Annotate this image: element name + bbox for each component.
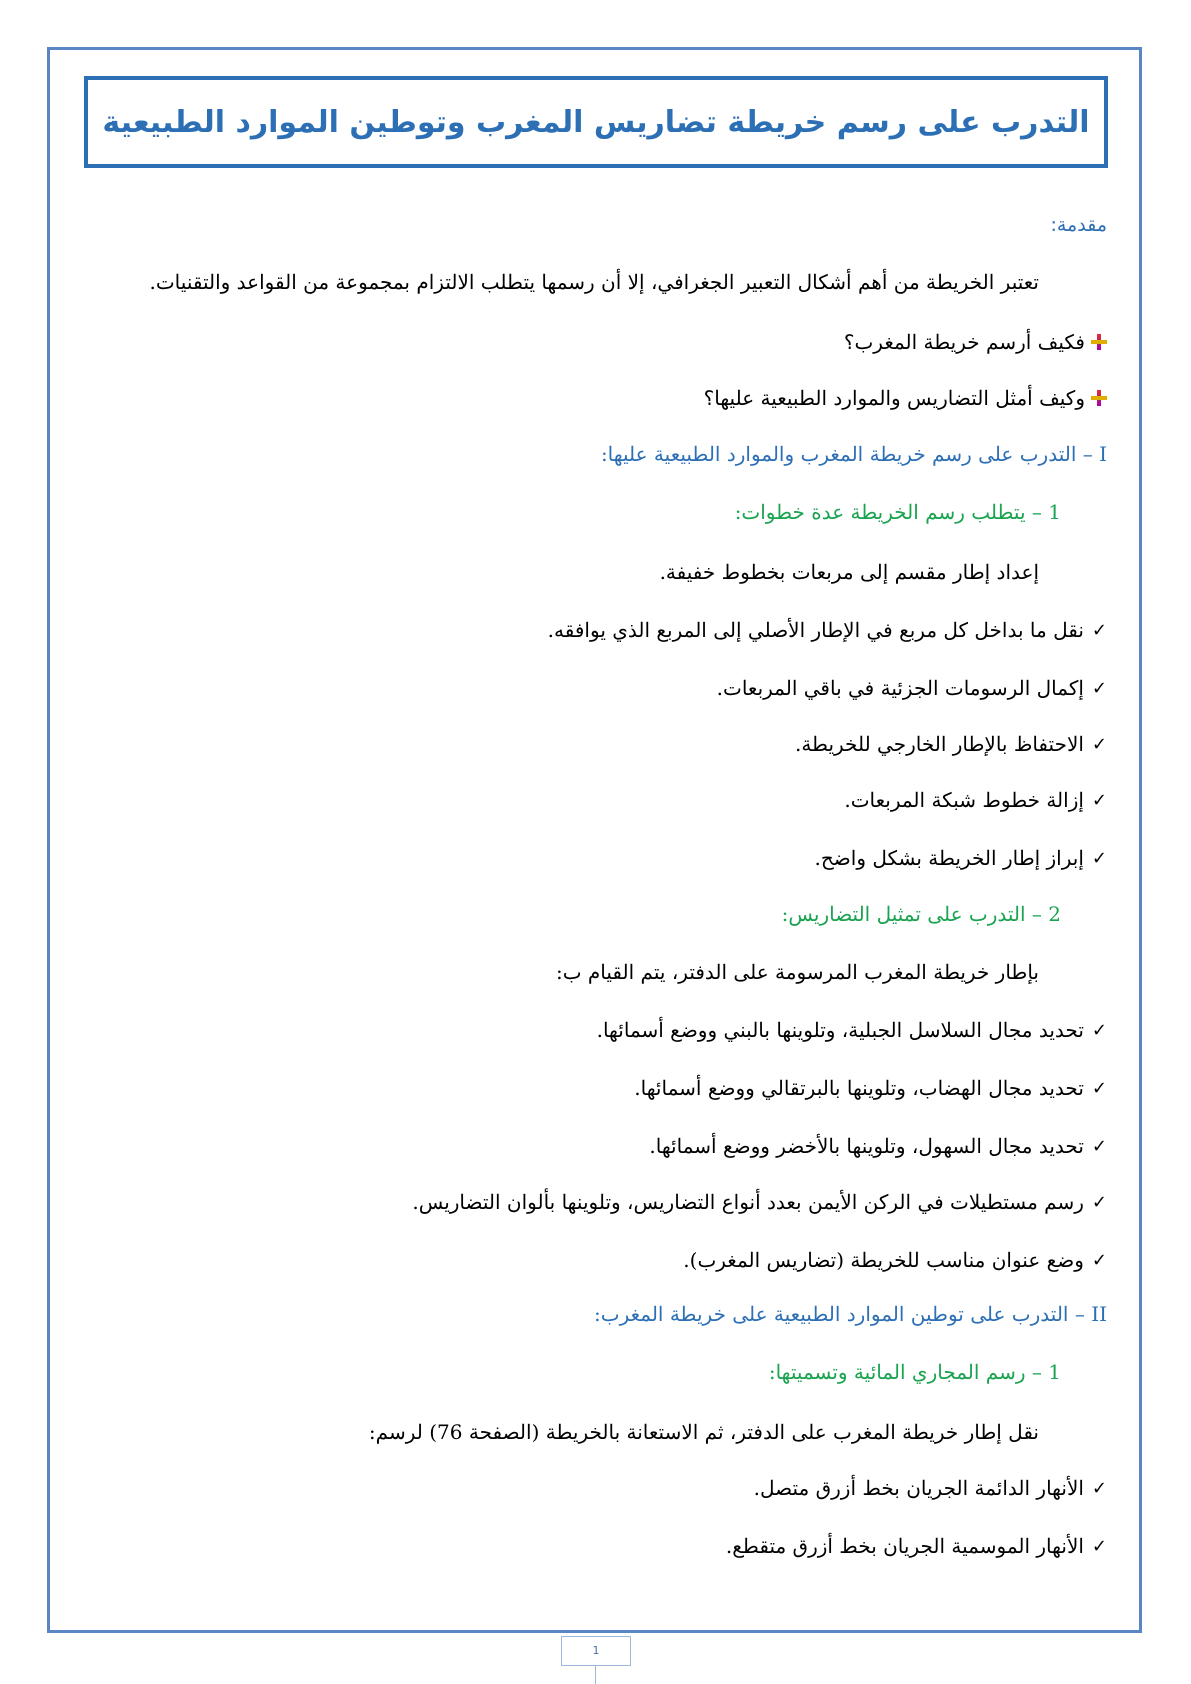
section1-sub2-title: 2 – التدرب على تمثيل التضاريس: <box>781 902 1061 926</box>
check-icon: ✓ <box>1091 789 1107 811</box>
question-item <box>844 330 1107 354</box>
page-title: التدرب على رسم خريطة تضاريس المغرب وتوطين الموارد الطبيعية <box>102 104 1090 140</box>
section1-sub1-title: 1 – يتطلب رسم الخريطة عدة خطوات: <box>734 500 1061 524</box>
section2-title: II – التدرب على توطين الموارد الطبيعية على خريطة المغرب: <box>594 1302 1107 1326</box>
section1-title: I – التدرب على رسم خريطة المغرب والموارد الطبيعية عليها: <box>600 442 1107 466</box>
list-item <box>844 788 1107 812</box>
check-icon: ✓ <box>1091 677 1107 699</box>
list-item-text: إزالة خطوط شبكة المربعات. <box>844 788 1084 812</box>
list-item-text: تحديد مجال السلاسل الجبلية، وتلوينها بالبني ووضع أسمائها. <box>596 1018 1084 1042</box>
check-icon: ✓ <box>1091 619 1107 641</box>
list-item-text: وضع عنوان مناسب للخريطة (تضاريس المغرب). <box>683 1248 1084 1272</box>
list-item-text: الأنهار الدائمة الجريان بخط أزرق متصل. <box>753 1476 1084 1500</box>
list-item <box>597 1018 1107 1042</box>
intro-label: مقدمة: <box>1050 214 1107 236</box>
list-item <box>683 1248 1107 1272</box>
list-item <box>548 618 1107 642</box>
check-icon: ✓ <box>1091 1477 1107 1499</box>
section2-sub1-title: 1 – رسم المجاري المائية وتسميتها: <box>768 1360 1061 1384</box>
question-text: وكيف أمثل التضاريس والموارد الطبيعية عليها؟ <box>703 386 1085 410</box>
check-icon: ✓ <box>1091 1135 1107 1157</box>
list-item <box>412 1190 1107 1214</box>
plus-icon <box>1091 334 1107 350</box>
list-item <box>717 676 1107 700</box>
check-icon: ✓ <box>1091 1077 1107 1099</box>
list-item <box>634 1076 1107 1100</box>
check-icon: ✓ <box>1091 733 1107 755</box>
list-item <box>815 846 1107 870</box>
section1-sub2-para: بإطار خريطة المغرب المرسومة على الدفتر، يتم القيام ب: <box>556 960 1039 984</box>
page-number: 1 <box>561 1636 631 1666</box>
list-item-text: إبراز إطار الخريطة بشكل واضح. <box>814 846 1084 870</box>
section2-sub1-para: نقل إطار خريطة المغرب على الدفتر، ثم الاستعانة بالخريطة (الصفحة 76) لرسم: <box>368 1420 1039 1444</box>
list-item-text: الاحتفاظ بالإطار الخارجي للخريطة. <box>794 732 1084 756</box>
check-icon: ✓ <box>1091 1535 1107 1557</box>
list-item-text: إكمال الرسومات الجزئية في باقي المربعات. <box>716 676 1084 700</box>
intro-text: تعتبر الخريطة من أهم أشكال التعبير الجغرافي، إلا أن رسمها يتطلب الالتزام بمجموعة من القواعد والتقنيات. <box>149 270 1039 294</box>
list-item-text: تحديد مجال الهضاب، وتلوينها بالبرتقالي ووضع أسمائها. <box>634 1076 1084 1100</box>
list-item-text: رسم مستطيلات في الركن الأيمن بعدد أنواع التضاريس، وتلوينها بألوان التضاريس. <box>412 1190 1084 1214</box>
check-icon: ✓ <box>1091 1249 1107 1271</box>
page-number-connector <box>595 1666 596 1684</box>
check-icon: ✓ <box>1091 1191 1107 1213</box>
check-icon: ✓ <box>1091 847 1107 869</box>
plus-icon <box>1091 390 1107 406</box>
list-item <box>726 1534 1107 1558</box>
list-item <box>795 732 1107 756</box>
section1-sub1-para: إعداد إطار مقسم إلى مربعات بخطوط خفيفة. <box>659 560 1039 584</box>
check-icon: ✓ <box>1091 1019 1107 1041</box>
question-item <box>704 386 1107 410</box>
list-item-text: تحديد مجال السهول، وتلوينها بالأخضر ووضع أسمائها. <box>649 1134 1084 1158</box>
list-item <box>649 1134 1107 1158</box>
title-box <box>84 76 1108 168</box>
list-item-text: نقل ما بداخل كل مربع في الإطار الأصلي إلى المربع الذي يوافقه. <box>547 618 1084 642</box>
list-item <box>754 1476 1107 1500</box>
list-item-text: الأنهار الموسمية الجريان بخط أزرق متقطع. <box>725 1534 1084 1558</box>
question-text: فكيف أرسم خريطة المغرب؟ <box>843 330 1085 354</box>
